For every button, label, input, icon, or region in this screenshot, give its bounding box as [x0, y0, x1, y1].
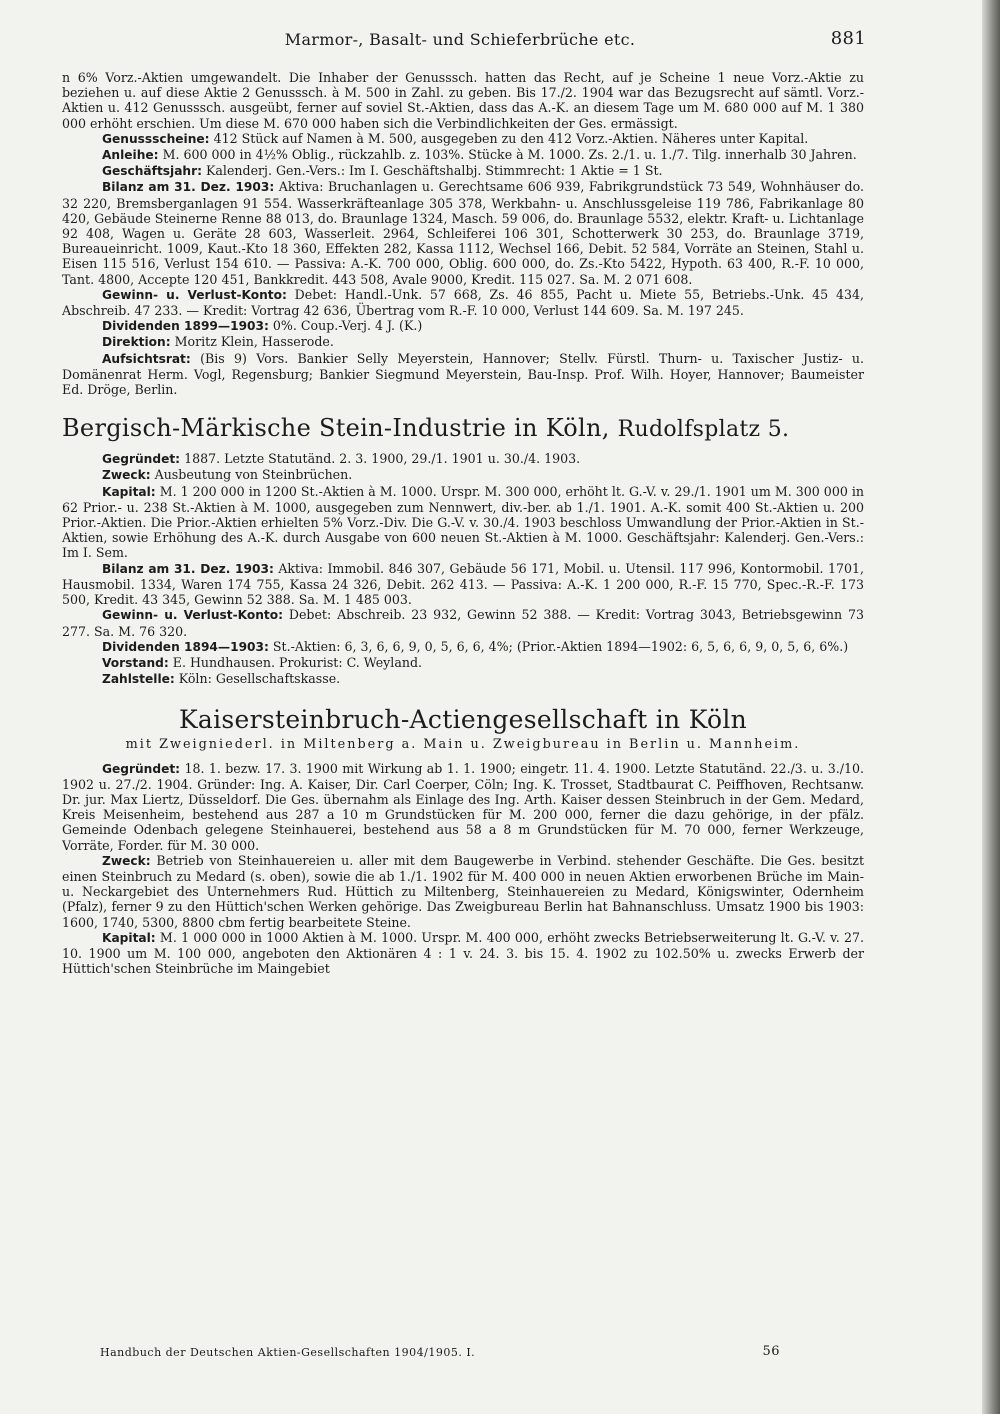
paragraph [62, 671, 864, 687]
field-label: Vorstand: [102, 655, 169, 670]
continued-entry [62, 70, 864, 397]
field-label: Gegründet: [102, 452, 181, 467]
paragraph [62, 131, 864, 147]
paragraph [62, 287, 864, 318]
paragraph [62, 351, 864, 398]
company-heading [62, 413, 864, 445]
page-content [62, 70, 864, 976]
paragraph-text: St.-Aktien: 6, 3, 6, 6, 9, 0, 5, 6, 6, 4%; (Prior.-Aktien 1894—1902: 6, 5, 6, 6, 9, 0, 5, 6, 6%.) [272, 638, 849, 654]
company-heading [62, 705, 864, 735]
paragraph [62, 639, 864, 655]
paragraph-text: 412 Stück auf Namen à M. 500, ausgegeben zu den 412 Vorz.-Aktien. Näheres unter Kapital. [213, 130, 809, 146]
field-label: Geschäftsjahr: [102, 164, 202, 179]
paragraph-text: M. 600 000 in 4½% Oblig., rückzahlb. z. 103%. Stücke à M. 1000. Zs. 2./1. u. 1./7. Tilg. innerhalb 30 Jahren. [162, 147, 857, 163]
paragraph-text: 0%. Coup.-Verj. 4 J. (K.) [272, 318, 423, 334]
paragraph-text: n 6% Vorz.-Aktien umgewandelt. Die Inhaber der Genusssch. hatten das Recht, auf je Scheine 1 neue Vorz.-Aktie zu beziehen u. auf diese Aktie 2 Genusssch. à M. 500 in Zahl. zu geben. Bis 17./2. 1904 war das Bezugsrecht auf sämtl. Vorz.-Aktien u. 412 Genusssch. ausgeübt, ferner auf soviel St.-Aktien, dass das A.-K. an diesem Tage um M. 680 000 auf M. 1 380 000 erhöht erschien. Um diese M. 670 000 haben sich die Verbindlichkeiten der Ges. ermässigt. [62, 70, 864, 131]
sheet-number: 56 [762, 1344, 780, 1359]
page-header [60, 28, 866, 49]
paragraph-text: Debet: Abschreib. 23 932, Gewinn 52 388. — Kredit: Vortrag 3043, Betriebsgewinn 73 277. Sa. M. 76 320. [62, 607, 864, 639]
field-label: Kapital: [102, 484, 156, 499]
paragraph [62, 761, 864, 853]
paragraph [62, 179, 864, 286]
paragraph-text: 1887. Letzte Statutänd. 2. 3. 1900, 29./1. 1901 u. 30./4. 1903. [184, 451, 581, 467]
paragraph-text: (Bis 9) Vors. Bankier Selly Meyerstein, Hannover; Stellv. Fürstl. Thurn- u. Taxischer Justiz- u. Domänenrat Herm. Vogl, Regensburg; Bankier Siegmund Meyerstein, Bau-Insp. Prof. Wilh. Hoyer, Hannover; Baumeister Ed. Dröge, Berlin. [62, 350, 865, 398]
field-label: Bilanz am 31. Dez. 1903: [102, 180, 275, 195]
running-title: Marmor-, Basalt- und Schieferbrüche etc. [284, 30, 636, 49]
paragraph [62, 467, 864, 483]
paragraph [62, 147, 864, 163]
field-label: Aufsichtsrat: [102, 351, 191, 366]
paragraph-text: Debet: Handl.-Unk. 57 668, Zs. 46 855, Pacht u. Miete 55, Betriebs.-Unk. 45 434, Abschreib. 47 233. — Kredit: Vortrag 42 636, Übertrag vom R.-F. 10 000, Verlust 144 609. Sa. M. 197 245. [62, 286, 865, 319]
paragraph [62, 607, 864, 638]
paragraph-text: M. 1 200 000 in 1200 St.-Aktien à M. 1000. Urspr. M. 300 000, erhöht lt. G.-V. v. 29./1. 1901 um M. 300 000 in 62 Prior.- u. 238 St.-Aktien à M. 1000, ausgegeben zum Nennwert, div.-ber. ab 1./1. 1901. A.-K. somit 400 St.-Aktien u. 200 Prior.-Aktien. Die Prior.-Aktien erhielten 5% Vorz.-Div. Die G.-V. v. 30./4. 1903 beschloss Umwandlung der Prior.-Aktien in St.-Aktien, sowie Erhöhung des A.-K. durch Ausgabe von 600 neuen St.-Aktien à M. 1000. Geschäftsjahr: Kalenderj. Gen.-Vers.: Im I. Sem. [62, 483, 864, 561]
company-entry [62, 413, 864, 687]
paragraph-text: E. Hundhausen. Prokurist: C. Weyland. [172, 654, 423, 670]
paragraph-text: Kalenderj. Gen.-Vers.: Im I. Geschäftshalbj. Stimmrecht: 1 Aktie = 1 St. [206, 163, 663, 179]
book-title: Handbuch der Deutschen Aktien-Gesellschaften 1904/1905. I. [100, 1346, 476, 1359]
paragraph-text: Moritz Klein, Hasserode. [174, 334, 334, 350]
paragraph [62, 655, 864, 671]
field-label: Gegründet: [102, 761, 181, 776]
company-address: Rudolfsplatz 5. [617, 417, 790, 443]
field-label: Bilanz am 31. Dez. 1903: [102, 561, 274, 576]
paragraph [62, 334, 864, 350]
field-label: Dividenden 1894—1903: [102, 639, 269, 654]
paragraph-text: Ausbeutung von Steinbrüchen. [154, 467, 353, 483]
field-label: Gewinn- u. Verlust-Konto: [102, 608, 283, 623]
field-label: Dividenden 1899—1903: [102, 319, 269, 334]
field-label: Gewinn- u. Verlust-Konto: [102, 287, 287, 302]
field-label: Zweck: [102, 853, 151, 868]
field-label: Genussscheine: [102, 131, 210, 146]
paragraph-text: Aktiva: Immobil. 846 307, Gebäude 56 171, Mobil. u. Utensil. 117 996, Kontormobil. 1701, Hausmobil. 1334, Waren 174 755, Kassa 24 326, Debit. 262 413. — Passiva: A.-K. 1 200 000, R.-F. 15 770, Spec.-R.-F. 173 500, Kredit. 43 345, Gewinn 52 388. Sa. M. 1 485 003. [62, 560, 865, 608]
page-number: 881 [830, 28, 866, 49]
page-footer [100, 1346, 780, 1359]
field-label: Zahlstelle: [102, 672, 175, 687]
paragraph [62, 163, 864, 179]
field-label: Kapital: [102, 930, 156, 945]
company-name: Kaisersteinbruch-Actiengesellschaft in Köln [178, 705, 748, 735]
paragraph [62, 561, 864, 608]
paragraph-text: 18. 1. bezw. 17. 3. 1900 mit Wirkung ab 1. 1. 1900; eingetr. 11. 4. 1900. Letzte Statutänd. 22./3. u. 3./10. 1902 u. 27./2. 1904. Gründer: Ing. A. Kaiser, Dir. Carl Coerper, Cöln; Ing. K. Trosset, Stadtbaurat C. Peiffhoven, Rechtsanw. Dr. jur. Max Liertz, Düsseldorf. Die Ges. übernahm als Einlage des Ing. Arth. Kaiser dessen Steinbruch in der Gem. Medard, Kreis Meisenheim, bestehend aus 287 a 10 m Grundstücken für M. 200 000, ferner die dazu gehörige, in der pfälz. Gemeinde Odenbach gelegene Steinhauerei, bestehend aus 58 a 8 m Grundstücken für M. 70 000, ferner Werkzeuge, Vorräte, Forder. für M. 30 000. [62, 760, 864, 853]
paragraph-text: Betrieb von Steinhauereien u. aller mit dem Baugewerbe in Verbind. stehender Geschäfte. Die Ges. besitzt einen Steinbruch zu Medard (s. oben), sowie die ab 1./1. 1902 für M. 400 000 in neuen Aktien erworbenen Brüche im Main- u. Neckargebiet des Unternehmers Rud. Hüttich zu Miltenberg, Steinhauereien zu Medard, Königswinter, Odernheim (Pfalz), ferner 9 zu den Hüttich'schen Werken gehörige. Das Zweigbureau Berlin hat Bahnanschluss. Umsatz 1900 bis 1903: 1600, 1740, 5300, 8800 cbm fertig bearbeitete Steine. [62, 852, 864, 930]
field-label: Anleihe: [102, 148, 159, 163]
paragraph [62, 451, 864, 467]
paragraph [62, 484, 864, 561]
book-spine-shadow [982, 0, 1000, 1414]
paragraph-text: Aktiva: Bruchanlagen u. Gerechtsame 606 939, Fabrikgrundstück 73 549, Wohnhäuser do. 32 220, Bremsberganlagen 91 554. Wasserkräfteanlage 305 378, Werkbahn- u. Anschlussgeleise 119 786, Fabrikanlage 80 420, Gebäude Steinerne Renne 88 013, do. Braunlage 1324, Masch. 59 006, do. Braunlage 5532, elektr. Kraft- u. Lichtanlage 92 408, Wagen u. Geräte 28 603, Wasserleit. 2964, Schleiferei 106 301, Schotterwerk 30 253, do. Braunlage 3719, Bureaueinricht. 1009, Kaut.-Kto 18 360, Effekten 282, Kassa 1112, Wechsel 166, Debit. 52 584, Vorräte an Steinen, Stahl u. Eisen 115 516, Verlust 154 610. — Passiva: A.-K. 700 000, Oblig. 600 000, do. Zs.-Kto 5422, Hypoth. 63 400, R.-F. 10 000, Tant. 4800, Accepte 120 451, Bankkredit. 443 508, Avale 9000, Kredit. 115 027. Sa. M. 2 071 608. [62, 179, 864, 287]
paragraph-text: Köln: Gesellschaftskasse. [178, 671, 341, 687]
field-label: Zweck: [102, 468, 151, 483]
paragraph-text: M. 1 000 000 in 1000 Aktien à M. 1000. Urspr. M. 400 000, erhöht zwecks Betriebserweiterung lt. G.-V. v. 27. 10. 1900 um M. 100 000, angeboten den Aktionären 4 : 1 v. 24. 3. bis 15. 4. 1902 zu 102.50% u. zwecks Erwerb der Hüttich'schen Steinbrüche im Maingebiet [62, 929, 864, 977]
paragraph [62, 853, 864, 930]
paragraph [62, 930, 864, 977]
company-entry [62, 705, 864, 976]
field-label: Direktion: [102, 335, 171, 350]
company-subline: mit Zweigniederl. in Miltenberg a. Main u. Zweigbureau in Berlin u. Mannheim. [125, 737, 801, 753]
paragraph [62, 70, 864, 131]
company-name: Bergisch-Märkische Stein-Industrie in Köln, [62, 414, 610, 443]
paragraph [62, 318, 864, 334]
